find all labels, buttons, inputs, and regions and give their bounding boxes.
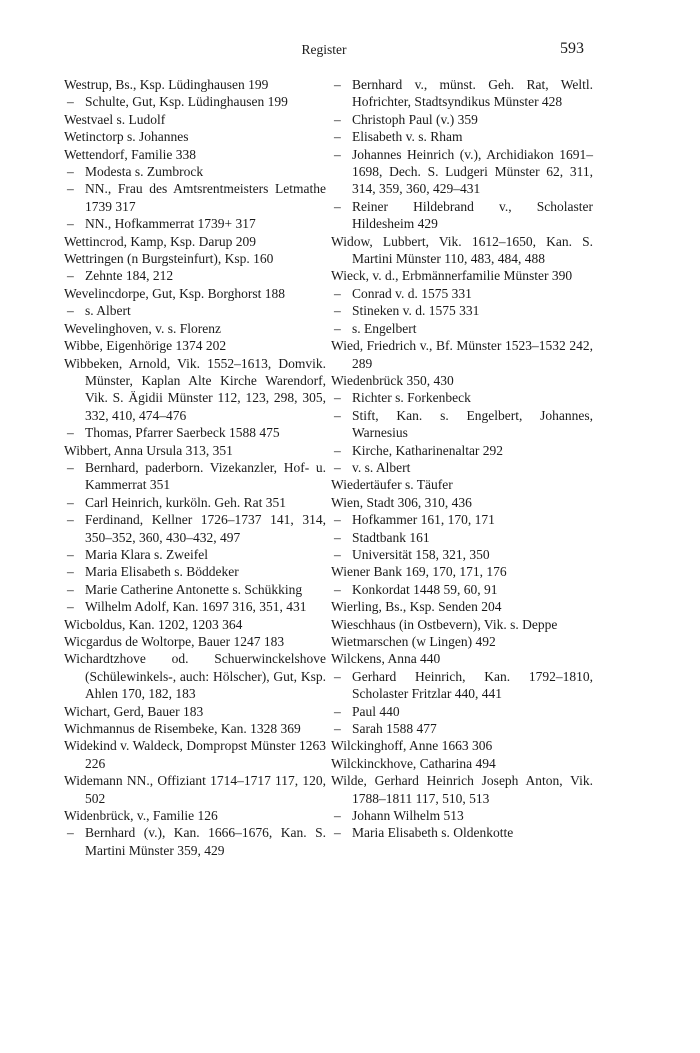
- index-subentry: – Stineken v. d. 1575 331: [331, 302, 593, 319]
- index-entry: Wied, Friedrich v., Bf. Münster 1523–1532 242, 289: [331, 338, 593, 371]
- index-subentry: – NN., Hofkammerrat 1739+ 317: [64, 215, 326, 232]
- index-subentry: – Paul 440: [331, 703, 593, 720]
- index-column-left: [64, 76, 326, 859]
- index-entry: Wettincrod, Kamp, Ksp. Darup 209: [64, 233, 256, 249]
- index-entry: Wietmarschen (w Lingen) 492: [331, 634, 496, 649]
- index-subentry: – Christoph Paul (v.) 359: [331, 111, 593, 128]
- index-entry: Wiedertäufer s. Täufer: [331, 477, 453, 493]
- index-entry: Wevelinghoven, v. s. Florenz: [64, 320, 222, 336]
- index-subentry: – Maria Elisabeth s. Oldenkotte: [331, 824, 593, 841]
- index-entry: Wilde, Gerhard Heinrich Joseph Anton, Vik. 1788–1811 117, 510, 513: [331, 773, 593, 806]
- index-entry: Wibbe, Eigenhörige 1374 202: [64, 338, 227, 354]
- index-entry: Wichart, Gerd, Bauer 183: [64, 703, 204, 719]
- index-entry: Wettringen (n Burgsteinfurt), Ksp. 160: [64, 251, 274, 267]
- index-subentry: – Maria Elisabeth s. Böddeker: [64, 563, 326, 580]
- index-subentry: – Maria Klara s. Zweifel: [64, 546, 326, 563]
- page-number: 593: [560, 40, 584, 57]
- index-entry: Wiedenbrück 350, 430: [331, 372, 454, 388]
- index-entry: Widemann NN., Offiziant 1714–1717 117, 120, 502: [64, 773, 326, 806]
- index-entry: Wicgardus de Woltorpe, Bauer 1247 183: [64, 634, 285, 649]
- index-subentry: – s. Albert: [64, 302, 326, 319]
- index-subentry: – NN., Frau des Amtsrentmeisters Letmathe 1739 317: [64, 180, 326, 215]
- index-subentry: – Konkordat 1448 59, 60, 91: [331, 581, 593, 598]
- index-subentry: – Ferdinand, Kellner 1726–1737 141, 314, 350–352, 360, 430–432, 497: [64, 511, 326, 546]
- running-title: Register: [301, 42, 347, 57]
- index-subentry: – Carl Heinrich, kurköln. Geh. Rat 351: [64, 494, 326, 511]
- index-subentry: – Schulte, Gut, Ksp. Lüdinghausen 199: [64, 93, 326, 110]
- index-entry: Wieschhaus (in Ostbevern), Vik. s. Deppe: [331, 616, 558, 632]
- index-subentry: – Stift, Kan. s. Engelbert, Johannes, Warnesius: [331, 407, 593, 442]
- index-entry: Wibbeken, Arnold, Vik. 1552–1613, Domvik. Münster, Kaplan Alte Kirche Warendorf, Vik. S. Ägidii Münster 112, 123, 298, 305, 332, 410, 474–476: [64, 355, 326, 423]
- index-subentry: – Modesta s. Zumbrock: [64, 163, 326, 180]
- index-entry: Wiener Bank 169, 170, 171, 176: [331, 564, 507, 580]
- index-entry: Wieck, v. d., Erbmännerfamilie Münster 390: [331, 268, 573, 284]
- index-subentry: – Bernhard (v.), Kan. 1666–1676, Kan. S. Martini Münster 359, 429: [64, 824, 326, 859]
- index-subentry: – Johann Wilhelm 513: [331, 807, 593, 824]
- index-entry: Wicboldus, Kan. 1202, 1203 364: [64, 616, 243, 632]
- index-subentry: – Hofkammer 161, 170, 171: [331, 511, 593, 528]
- index-entry: Westvael s. Ludolf: [64, 111, 166, 127]
- index-entry: Wetinctorp s. Johannes: [64, 129, 189, 145]
- index-entry: Wilckinghoff, Anne 1663 306: [331, 738, 493, 754]
- index-column-right: [331, 76, 593, 842]
- index-subentry: – Kirche, Katharinenaltar 292: [331, 442, 593, 459]
- index-entry: Wevelincdorpe, Gut, Ksp. Borghorst 188: [64, 285, 286, 301]
- index-subentry: – Johannes Heinrich (v.), Archidiakon 1691–1698, Dech. S. Ludgeri Münster 62, 311, 314, 359, 360, 429–431: [331, 146, 593, 198]
- index-subentry: – Reiner Hildebrand v., Scholaster Hildesheim 429: [331, 198, 593, 233]
- index-subentry: – Bernhard, paderborn. Vizekanzler, Hof- u. Kammerrat 351: [64, 459, 326, 494]
- index-subentry: – Gerhard Heinrich, Kan. 1792–1810, Scholaster Fritzlar 440, 441: [331, 668, 593, 703]
- index-entry: Wichardtzhove od. Schuerwinckelshove (Schülewinkels-, auch: Hölscher), Gut, Ksp. Ahlen 170, 182, 183: [64, 651, 326, 702]
- index-entry: Westrup, Bs., Ksp. Lüdinghausen 199: [64, 77, 269, 92]
- index-subentry: – Zehnte 184, 212: [64, 267, 326, 284]
- index-subentry: – Wilhelm Adolf, Kan. 1697 316, 351, 431: [64, 598, 326, 615]
- index-subentry: – Marie Catherine Antonette s. Schükking: [64, 581, 326, 598]
- index-subentry: – v. s. Albert: [331, 459, 593, 476]
- index-entry: Wierling, Bs., Ksp. Senden 204: [331, 599, 502, 615]
- index-subentry: – s. Engelbert: [331, 320, 593, 337]
- index-entry: Wilckinckhove, Catharina 494: [331, 755, 496, 771]
- index-subentry: – Bernhard v., münst. Geh. Rat, Weltl. Hofrichter, Stadtsyndikus Münster 428: [331, 76, 593, 111]
- index-subentry: – Elisabeth v. s. Rham: [331, 128, 593, 145]
- index-entry: Widenbrück, v., Familie 126: [64, 808, 218, 824]
- index-entry: Widekind v. Waldeck, Dompropst Münster 1263 226: [64, 738, 326, 771]
- index-subentry: – Thomas, Pfarrer Saerbeck 1588 475: [64, 424, 326, 441]
- index-entry: Wibbert, Anna Ursula 313, 351: [64, 442, 233, 458]
- page-header: [64, 40, 584, 62]
- index-subentry: – Stadtbank 161: [331, 529, 593, 546]
- index-entry: Wilckens, Anna 440: [331, 651, 441, 667]
- index-subentry: – Richter s. Forkenbeck: [331, 389, 593, 406]
- index-entry: Wettendorf, Familie 338: [64, 146, 197, 162]
- index-entry: Wichmannus de Risembeke, Kan. 1328 369: [64, 721, 301, 737]
- index-entry: Wien, Stadt 306, 310, 436: [331, 494, 472, 510]
- index-subentry: – Universität 158, 321, 350: [331, 546, 593, 563]
- index-subentry: – Sarah 1588 477: [331, 720, 593, 737]
- index-entry: Widow, Lubbert, Vik. 1612–1650, Kan. S. Martini Münster 110, 483, 484, 488: [331, 233, 593, 267]
- index-subentry: – Conrad v. d. 1575 331: [331, 285, 593, 302]
